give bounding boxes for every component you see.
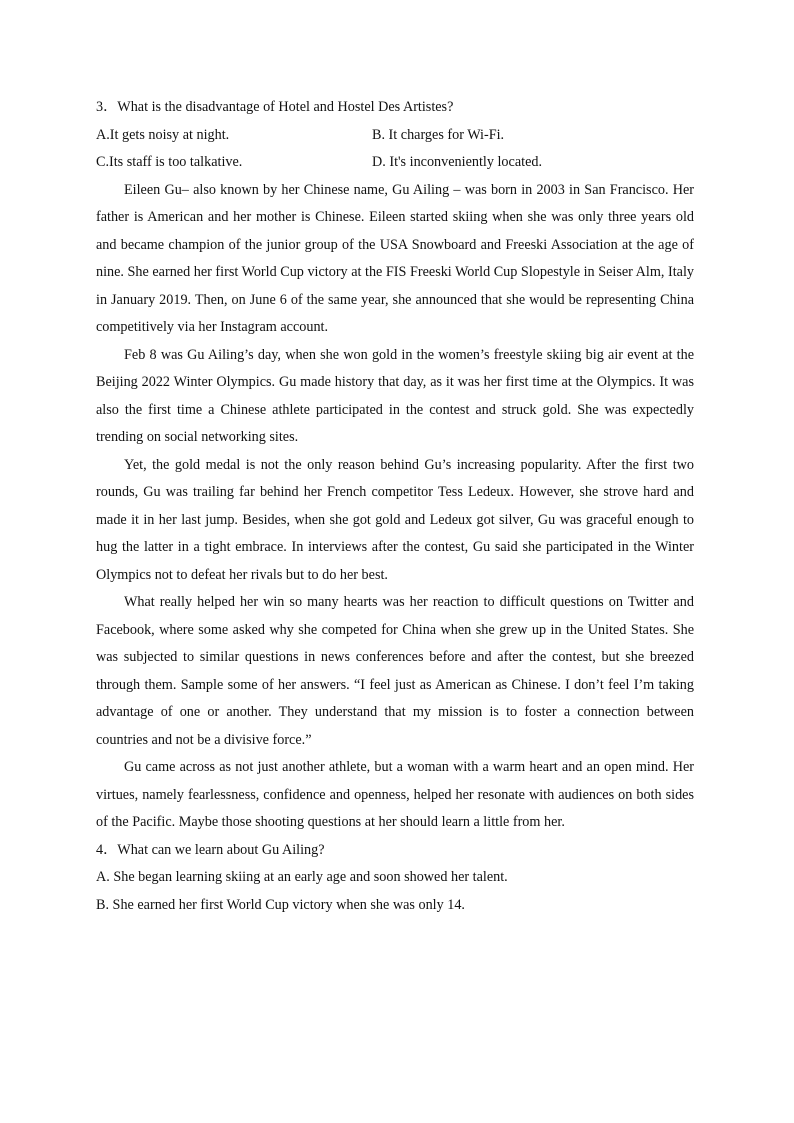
passage-paragraph-3: Yet, the gold medal is not the only reason behind Gu’s increasing popularity. After the first two rounds, Gu was trailing far behind her French competitor Tess Ledeux. However, she strove hard and made it in her last jump. Besides, when she got gold and Ledeux got silver, Gu was graceful enough to hug the latter in a tight embrace. In interviews after the contest, Gu said she participated in the Winter Olympics not to defeat her rivals but to do her best. xyxy=(96,456,694,583)
passage-paragraph-5: Gu came across as not just another athlete, but a woman with a warm heart and an open mind. Her virtues, namely fearlessness, confidence and openness, helped her resonate with audiences on both sides of the Pacific. Maybe those shooting questions at her should learn a little from her. xyxy=(96,759,694,830)
question-4-stem: What can we learn about Gu Ailing? xyxy=(117,841,325,858)
question-3-option-b: B. It charges for Wi-Fi. xyxy=(372,126,505,143)
question-3-option-c: C.Its staff is too talkative. xyxy=(96,154,243,170)
question-4-option-a: A. She began learning skiing at an early age and soon showed her talent. xyxy=(96,869,508,885)
question-3-option-d: D. It's inconveniently located. xyxy=(372,154,543,170)
question-3-number: 3． xyxy=(96,99,118,115)
passage-paragraph-4: What really helped her win so many hearts was her reaction to difficult questions on Twitter and Facebook, where some asked why she competed for China when she grew up in the United States. She was subjected to similar questions in news conferences before and after the contest, but she breezed through them. Sample some of her answers. “I feel just as American as Chinese. I don’t feel I’m taking advantage of one or another. They understand that my mission is to foster a connection between countries and not be a divisive force.” xyxy=(96,594,694,748)
question-3-option-a: A.It gets noisy at night. xyxy=(96,126,230,143)
question-3-stem: What is the disadvantage of Hotel and Hostel Des Artistes? xyxy=(117,99,454,115)
question-4-option-b: B. She earned her first World Cup victory when she was only 14. xyxy=(96,896,465,913)
question-3 xyxy=(96,94,694,122)
question-3-options xyxy=(96,122,694,177)
reading-passage xyxy=(96,177,694,837)
question-4 xyxy=(96,837,694,865)
passage-paragraph-2: Feb 8 was Gu Ailing’s day, when she won gold in the women’s freestyle skiing big air event at the Beijing 2022 Winter Olympics. Gu made history that day, as it was her first time at the Olympics. It was also the first time a Chinese athlete participated in the contest and struck gold. She was expectedly trending on social networking sites. xyxy=(96,346,694,445)
passage-paragraph-1: Eileen Gu– also known by her Chinese name, Gu Ailing – was born in 2003 in San Francisco. Her father is American and her mother is Chinese. Eileen started skiing when she was only three years old and became champion of the junior group of the USA Snowboard and Freeski Association at the age of nine. She earned her first World Cup victory at the FIS Freeski World Cup Slopestyle in Seiser Alm, Italy in January 2019. Then, on June 6 of the same year, she announced that she would be representing China competitively via her Instagram account. xyxy=(96,181,694,335)
question-4-number: 4． xyxy=(96,841,118,858)
document-page xyxy=(96,94,694,919)
